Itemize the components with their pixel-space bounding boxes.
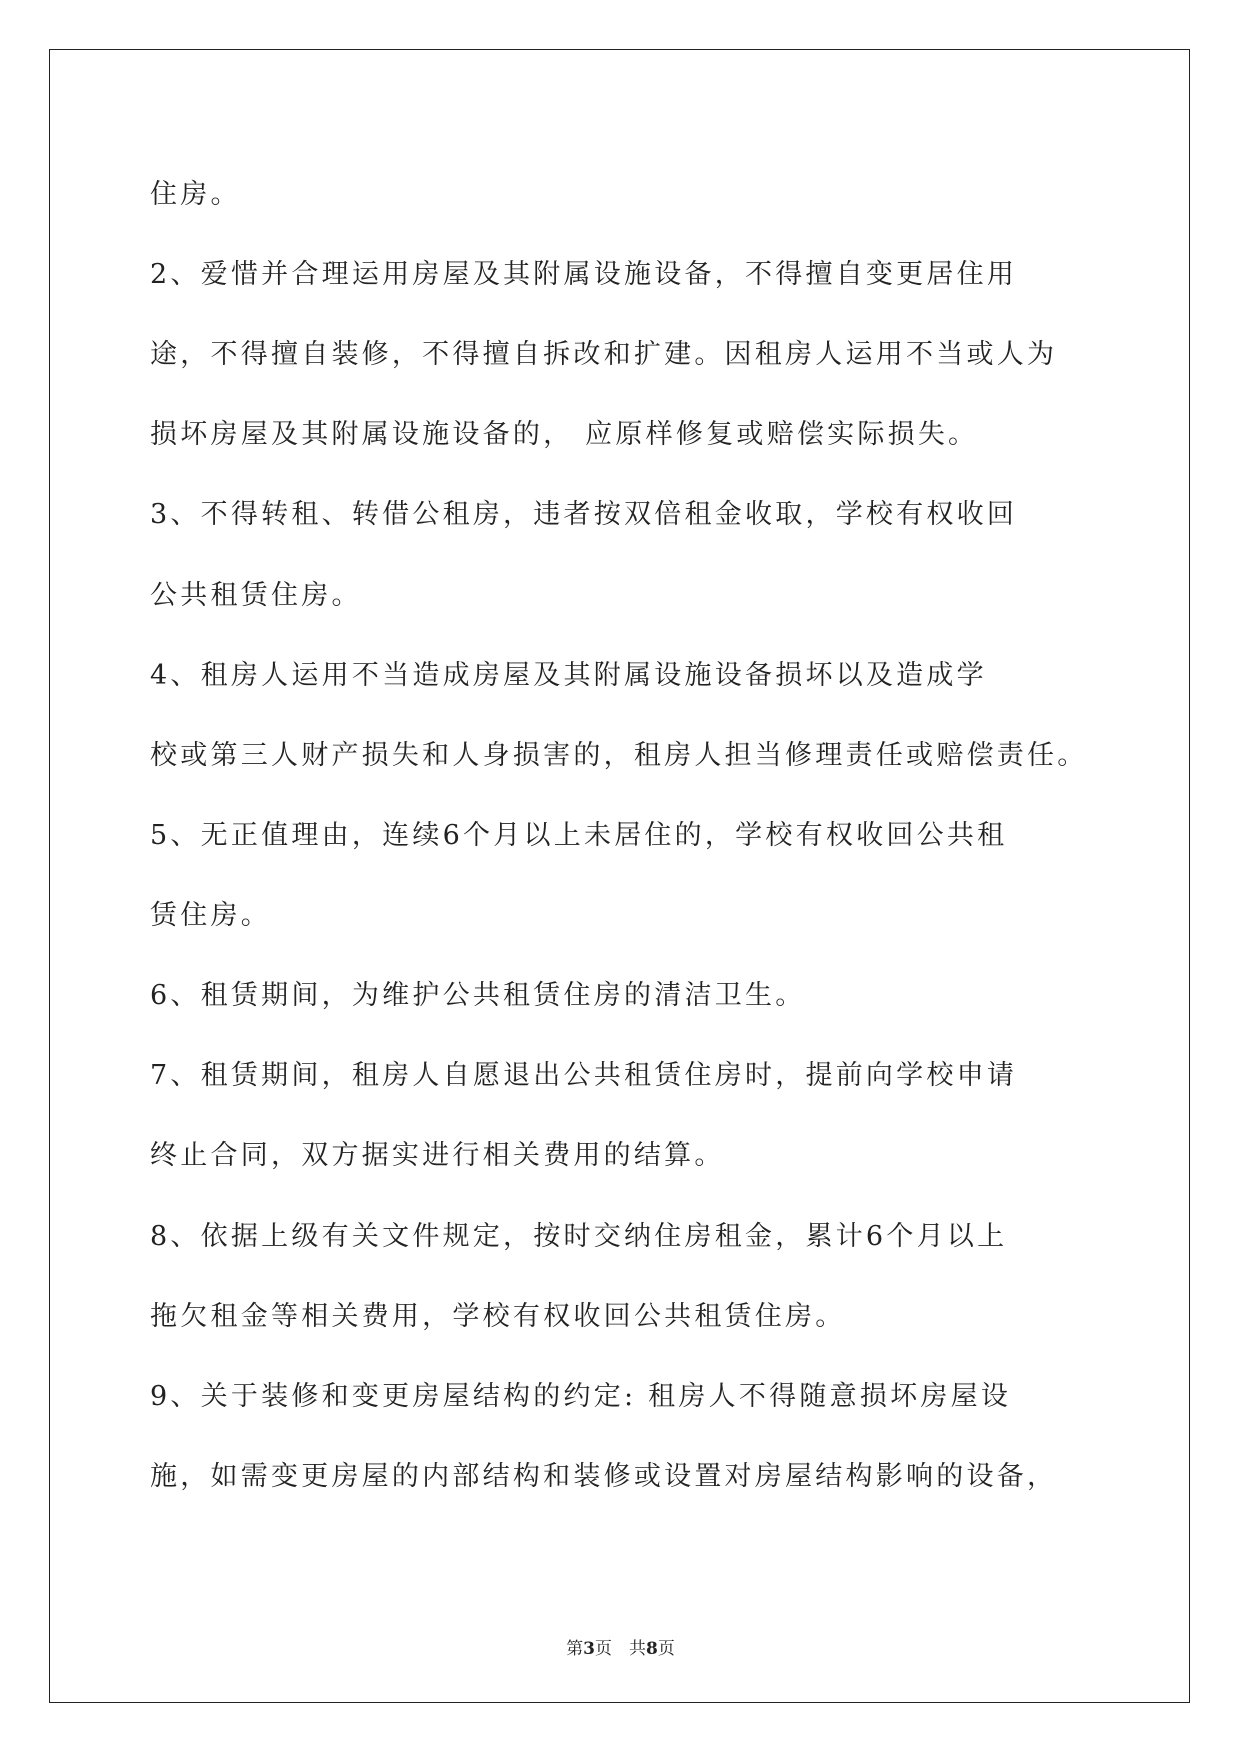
total-page-number: 8 [646, 1639, 658, 1659]
text-line-7: 4、租房人运用不当造成房屋及其附属设施设备损坏以及造成学 [150, 660, 987, 691]
text-line-15: 拖欠租金等相关费用，学校有权收回公共租赁住房。 [150, 1301, 846, 1332]
footer-suffix: 页 [657, 1639, 675, 1659]
footer-prefix: 第 [566, 1639, 584, 1659]
text-line-12: 7、租赁期间，租房人自愿退出公共租赁住房时，提前向学校申请 [150, 1060, 1018, 1091]
text-line-13: 终止合同，双方据实进行相关费用的结算。 [150, 1140, 725, 1171]
text-line-1: 住房。 [150, 179, 241, 210]
text-line-6: 公共租赁住房。 [150, 580, 362, 611]
footer-middle: 页 共 [595, 1639, 646, 1659]
text-line-10: 赁住房。 [150, 900, 271, 931]
page-border [49, 49, 1190, 1703]
text-line-9: 5、无正值理由，连续6个月以上未居住的，学校有权收回公共租 [150, 820, 1008, 851]
text-line-16: 9、关于装修和变更房屋结构的约定: 租房人不得随意损坏房屋设 [150, 1381, 1012, 1412]
page-footer [0, 1634, 1241, 1659]
current-page-number: 3 [583, 1639, 595, 1659]
text-line-5: 3、不得转租、转借公租房，违者按双倍租金收取，学校有权收回 [150, 499, 1018, 530]
text-line-4: 损坏房屋及其附属设施设备的， 应原样修复或赔偿实际损失。 [150, 419, 979, 450]
text-line-14: 8、依据上级有关文件规定，按时交纳住房租金，累计6个月以上 [150, 1221, 1008, 1252]
text-line-2: 2、爱惜并合理运用房屋及其附属设施设备，不得擅自变更居住用 [150, 259, 1018, 290]
text-line-11: 6、租赁期间，为维护公共租赁住房的清洁卫生。 [150, 980, 806, 1011]
text-line-8: 校或第三人财产损失和人身损害的，租房人担当修理责任或赔偿责任。 [150, 740, 1088, 771]
text-line-3: 途，不得擅自装修，不得擅自拆改和扩建。因租房人运用不当或人为 [150, 339, 1058, 370]
text-line-17: 施，如需变更房屋的内部结构和装修或设置对房屋结构影响的设备， [150, 1461, 1058, 1492]
